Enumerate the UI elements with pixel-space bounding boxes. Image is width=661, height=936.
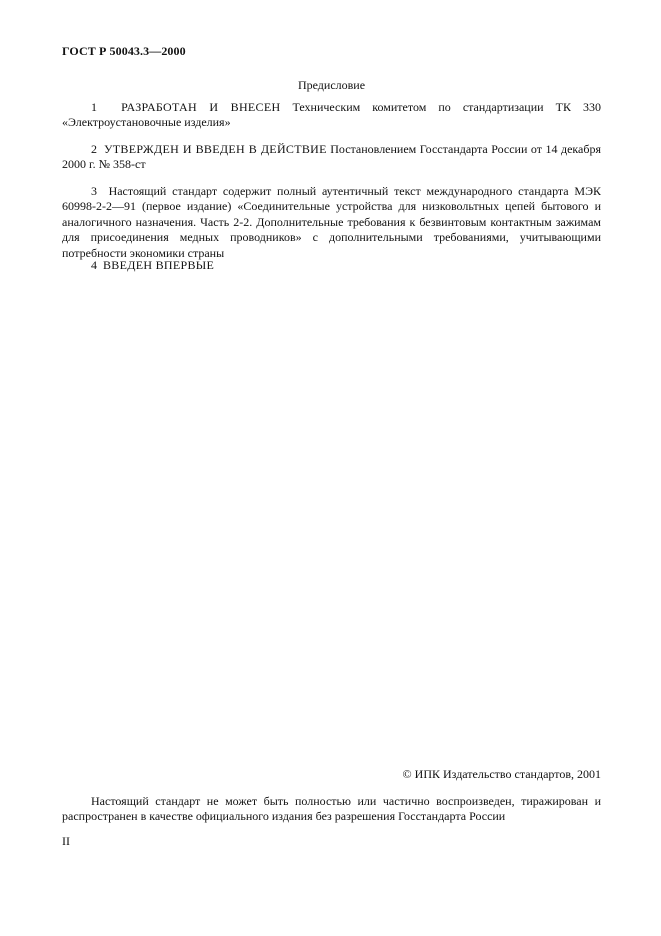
- item-text: Постановлением Госстандарта России от 14 декабря 2000 г. № 358-ст: [62, 142, 602, 172]
- document-code: ГОСТ Р 50043.3—2000: [62, 44, 186, 58]
- reproduction-notice: Настоящий стандарт не может быть полностью или частично воспроизведен, тиражирован и распространен в качестве официального издания без разрешения Госстандарта России: [62, 794, 601, 824]
- item-number: 3: [91, 184, 97, 198]
- item-text: Настоящий стандарт содержит полный аутентичный текст международного стандарта МЭК 60998-2-2—91 (первое издание) «Соединительные устройства для низковольтных цепей бытового и аналогичного назначения. Часть 2-2. Дополнительные требования к безвинтовым контактным зажимам для присоединения медных проводников» с дополнительными требованиями, учитывающими потребности экономики страны: [62, 184, 601, 260]
- item-text: Техническим комитетом по стандартизации ТК 330 «Электроустановочные изделия»: [62, 100, 602, 130]
- item-caps: УТВЕРЖДЕН И ВВЕДЕН В ДЕЙСТВИЕ: [104, 142, 327, 156]
- preface-item-2: [62, 142, 601, 173]
- item-caps: ВВЕДЕН ВПЕРВЫЕ: [103, 258, 215, 272]
- copyright: © ИПК Издательство стандартов, 2001: [402, 767, 601, 781]
- item-number: 2: [91, 142, 97, 156]
- preface-item-1: [62, 100, 601, 131]
- preface-item-3: [62, 184, 601, 261]
- preface-item-4: [62, 258, 601, 273]
- item-number: 4: [91, 258, 97, 272]
- item-number: 1: [91, 100, 97, 114]
- section-title: Предисловие: [297, 78, 366, 92]
- page-number: II: [62, 834, 70, 848]
- item-caps: РАЗРАБОТАН И ВНЕСЕН: [121, 100, 281, 114]
